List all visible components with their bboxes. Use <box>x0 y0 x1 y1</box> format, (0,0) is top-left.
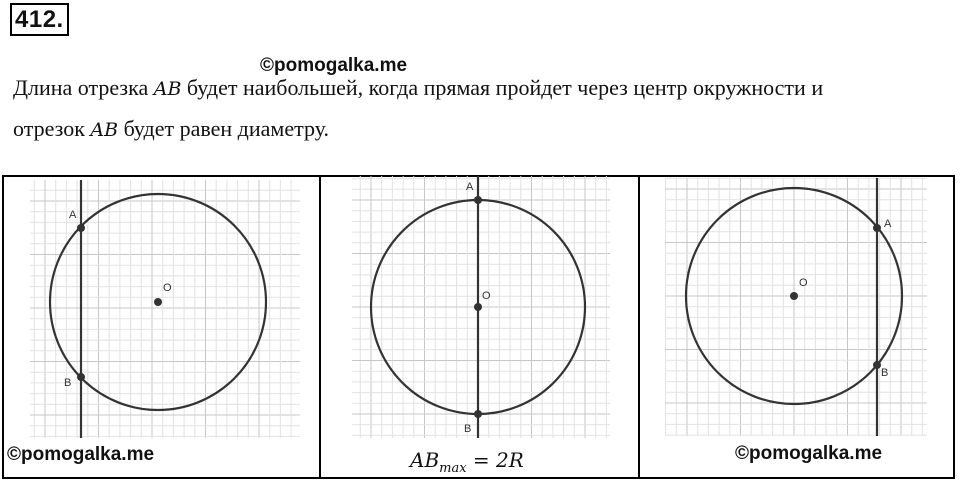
label-a: A <box>466 181 474 193</box>
point-b <box>873 361 881 369</box>
solution-text-line-2 <box>13 116 329 143</box>
text-segment: будет наибольшей, когда прямая пройдет через центр окружности и <box>181 75 824 100</box>
problem-number: 412. <box>10 3 69 36</box>
segment-ab-math: AB <box>90 119 119 141</box>
figure-1-secant-left <box>30 180 300 438</box>
label-o: O <box>163 282 172 294</box>
point-b <box>77 373 85 381</box>
center-point-o <box>474 303 482 311</box>
label-b: B <box>464 423 472 435</box>
point-a <box>474 196 482 204</box>
label-o: O <box>799 277 808 289</box>
watermark-top: ©pomogalka.me <box>260 55 408 76</box>
grid <box>665 178 927 436</box>
formula-rhs: = 2R <box>466 448 524 472</box>
point-b <box>474 410 482 418</box>
formula-subscript: max <box>439 461 467 476</box>
watermark-bottom-right: ©pomogalka.me <box>735 443 883 464</box>
center-point-o <box>154 298 162 306</box>
label-a: A <box>884 218 892 230</box>
solution-text-line-1 <box>13 75 823 102</box>
segment-ab-math: AB <box>153 78 182 100</box>
label-b: B <box>881 367 889 379</box>
formula-main: AB <box>410 448 440 472</box>
watermark-bottom-left: ©pomogalka.me <box>7 444 155 465</box>
label-b: B <box>64 377 72 389</box>
figure-2-diameter <box>352 176 610 438</box>
label-a: A <box>69 209 77 221</box>
text-segment: Длина отрезка <box>13 75 154 100</box>
text-segment: будет равен диаметру. <box>118 116 329 141</box>
figure-3-secant-right <box>665 178 927 436</box>
text-segment: отрезок <box>13 116 91 141</box>
label-o: O <box>482 290 491 302</box>
center-point-o <box>790 292 798 300</box>
point-a <box>873 224 881 232</box>
formula-ab-max <box>410 448 524 476</box>
figure-divider <box>319 175 321 479</box>
figure-divider <box>638 175 640 479</box>
point-a <box>77 224 85 232</box>
